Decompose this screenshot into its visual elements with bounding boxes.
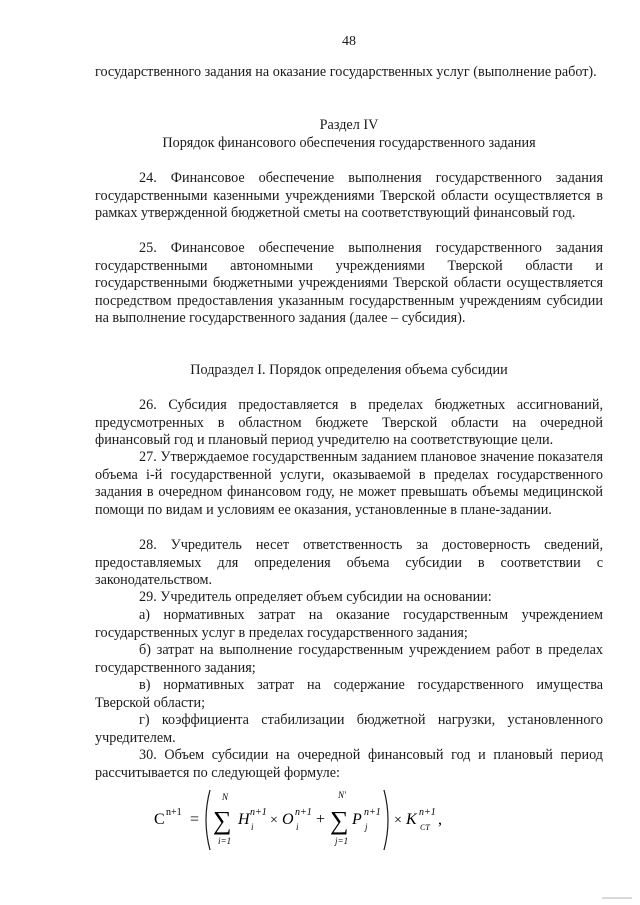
paragraph-30: 30. Объем субсидии на очередной финансовый год и плановый период рассчитывается по следующей формуле:	[95, 747, 603, 781]
formula-trailing-comma: ,	[438, 811, 442, 828]
section-subtitle: Порядок финансового обеспечения государственного задания	[162, 135, 536, 151]
scan-artifact	[602, 897, 632, 899]
formula-equals: =	[190, 811, 200, 828]
formula-p: P	[352, 811, 362, 828]
paragraph-26: 26. Субсидия предоставляется в пределах бюджетных ассигнований, предусмотренных в областном бюджете Тверской области на очередной финансовый год и плановый период учредителю на соответствующие цели.	[95, 397, 603, 449]
paragraph-29: 29. Учредитель определяет объем субсидии на основании:	[139, 589, 492, 605]
formula-times-2: ×	[394, 813, 402, 828]
formula-k-sup: n+1	[419, 807, 436, 818]
formula-o-sup: n+1	[295, 807, 312, 818]
subsidy-formula	[150, 786, 450, 854]
formula-plus: +	[316, 811, 326, 828]
sum1-sigma: ∑	[213, 806, 232, 835]
formula-k-sub: CT	[420, 823, 430, 832]
list-item-g: г) коэффициента стабилизации бюджетной нагрузки, установленного учредителем.	[95, 712, 603, 746]
section-title: Раздел IV	[319, 117, 379, 133]
formula-h-sub: i	[251, 822, 254, 832]
formula-o-sub: i	[296, 822, 299, 832]
formula-k: K	[406, 811, 417, 828]
paragraph-28: 28. Учредитель несет ответственность за достоверность сведений, предоставляемых для определения объема субсидии в соответствии с законодательством.	[95, 537, 603, 589]
list-item-b: б) затрат на выполнение государственным учреждением работ в пределах государственного задания;	[95, 642, 603, 676]
formula-p-sub: j	[365, 822, 368, 832]
sum1-upper: N	[222, 792, 229, 802]
formula-lhs-sup: n+1	[166, 807, 182, 818]
formula-o: O	[282, 811, 294, 828]
formula-lhs: C	[154, 811, 165, 828]
page-number: 48	[342, 34, 356, 49]
intro-paragraph: государственного задания на оказание государственных услуг (выполнение работ).	[95, 64, 597, 80]
sum2-sigma: ∑	[330, 806, 349, 835]
formula-h: H	[238, 811, 250, 828]
formula-times-1: ×	[270, 813, 278, 828]
sum2-lower: j=1	[335, 836, 349, 846]
subsection-title: Подраздел I. Порядок определения объема субсидии	[190, 362, 508, 378]
list-item-v: в) нормативных затрат на содержание государственного имущества Тверской области;	[95, 677, 603, 711]
sum2-upper: N'	[338, 790, 346, 800]
sum1-lower: i=1	[218, 836, 232, 846]
formula-h-sup: n+1	[250, 807, 267, 818]
left-paren	[206, 790, 210, 850]
right-paren	[384, 790, 388, 850]
paragraph-27: 27. Утверждаемое государственным заданием плановое значение показателя объема i-й государственной услуги, оказываемой в пределах государственного задания в очередном финансовом году, не может превышать объемы медицинской помощи по видам и условиям ее оказания, установленные в плане-задании.	[95, 449, 603, 518]
paragraph-25: 25. Финансовое обеспечение выполнения государственного задания государственными автономными учреждениями Тверской области и государственными бюджетными учреждениями Тверской области осуществляется посредством предоставления указанным государственным учреждениям субсидии на выполнение государственного задания (далее – субсидия).	[95, 240, 603, 327]
paragraph-24: 24. Финансовое обеспечение выполнения государственного задания государственными казенными учреждениями Тверской области осуществляется в рамках утвержденной бюджетной сметы на соответствующий финансовый год.	[95, 170, 603, 222]
list-item-a: а) нормативных затрат на оказание государственным учреждением государственных услуг в пределах государственного задания;	[95, 607, 603, 641]
formula-p-sup: n+1	[364, 807, 381, 818]
